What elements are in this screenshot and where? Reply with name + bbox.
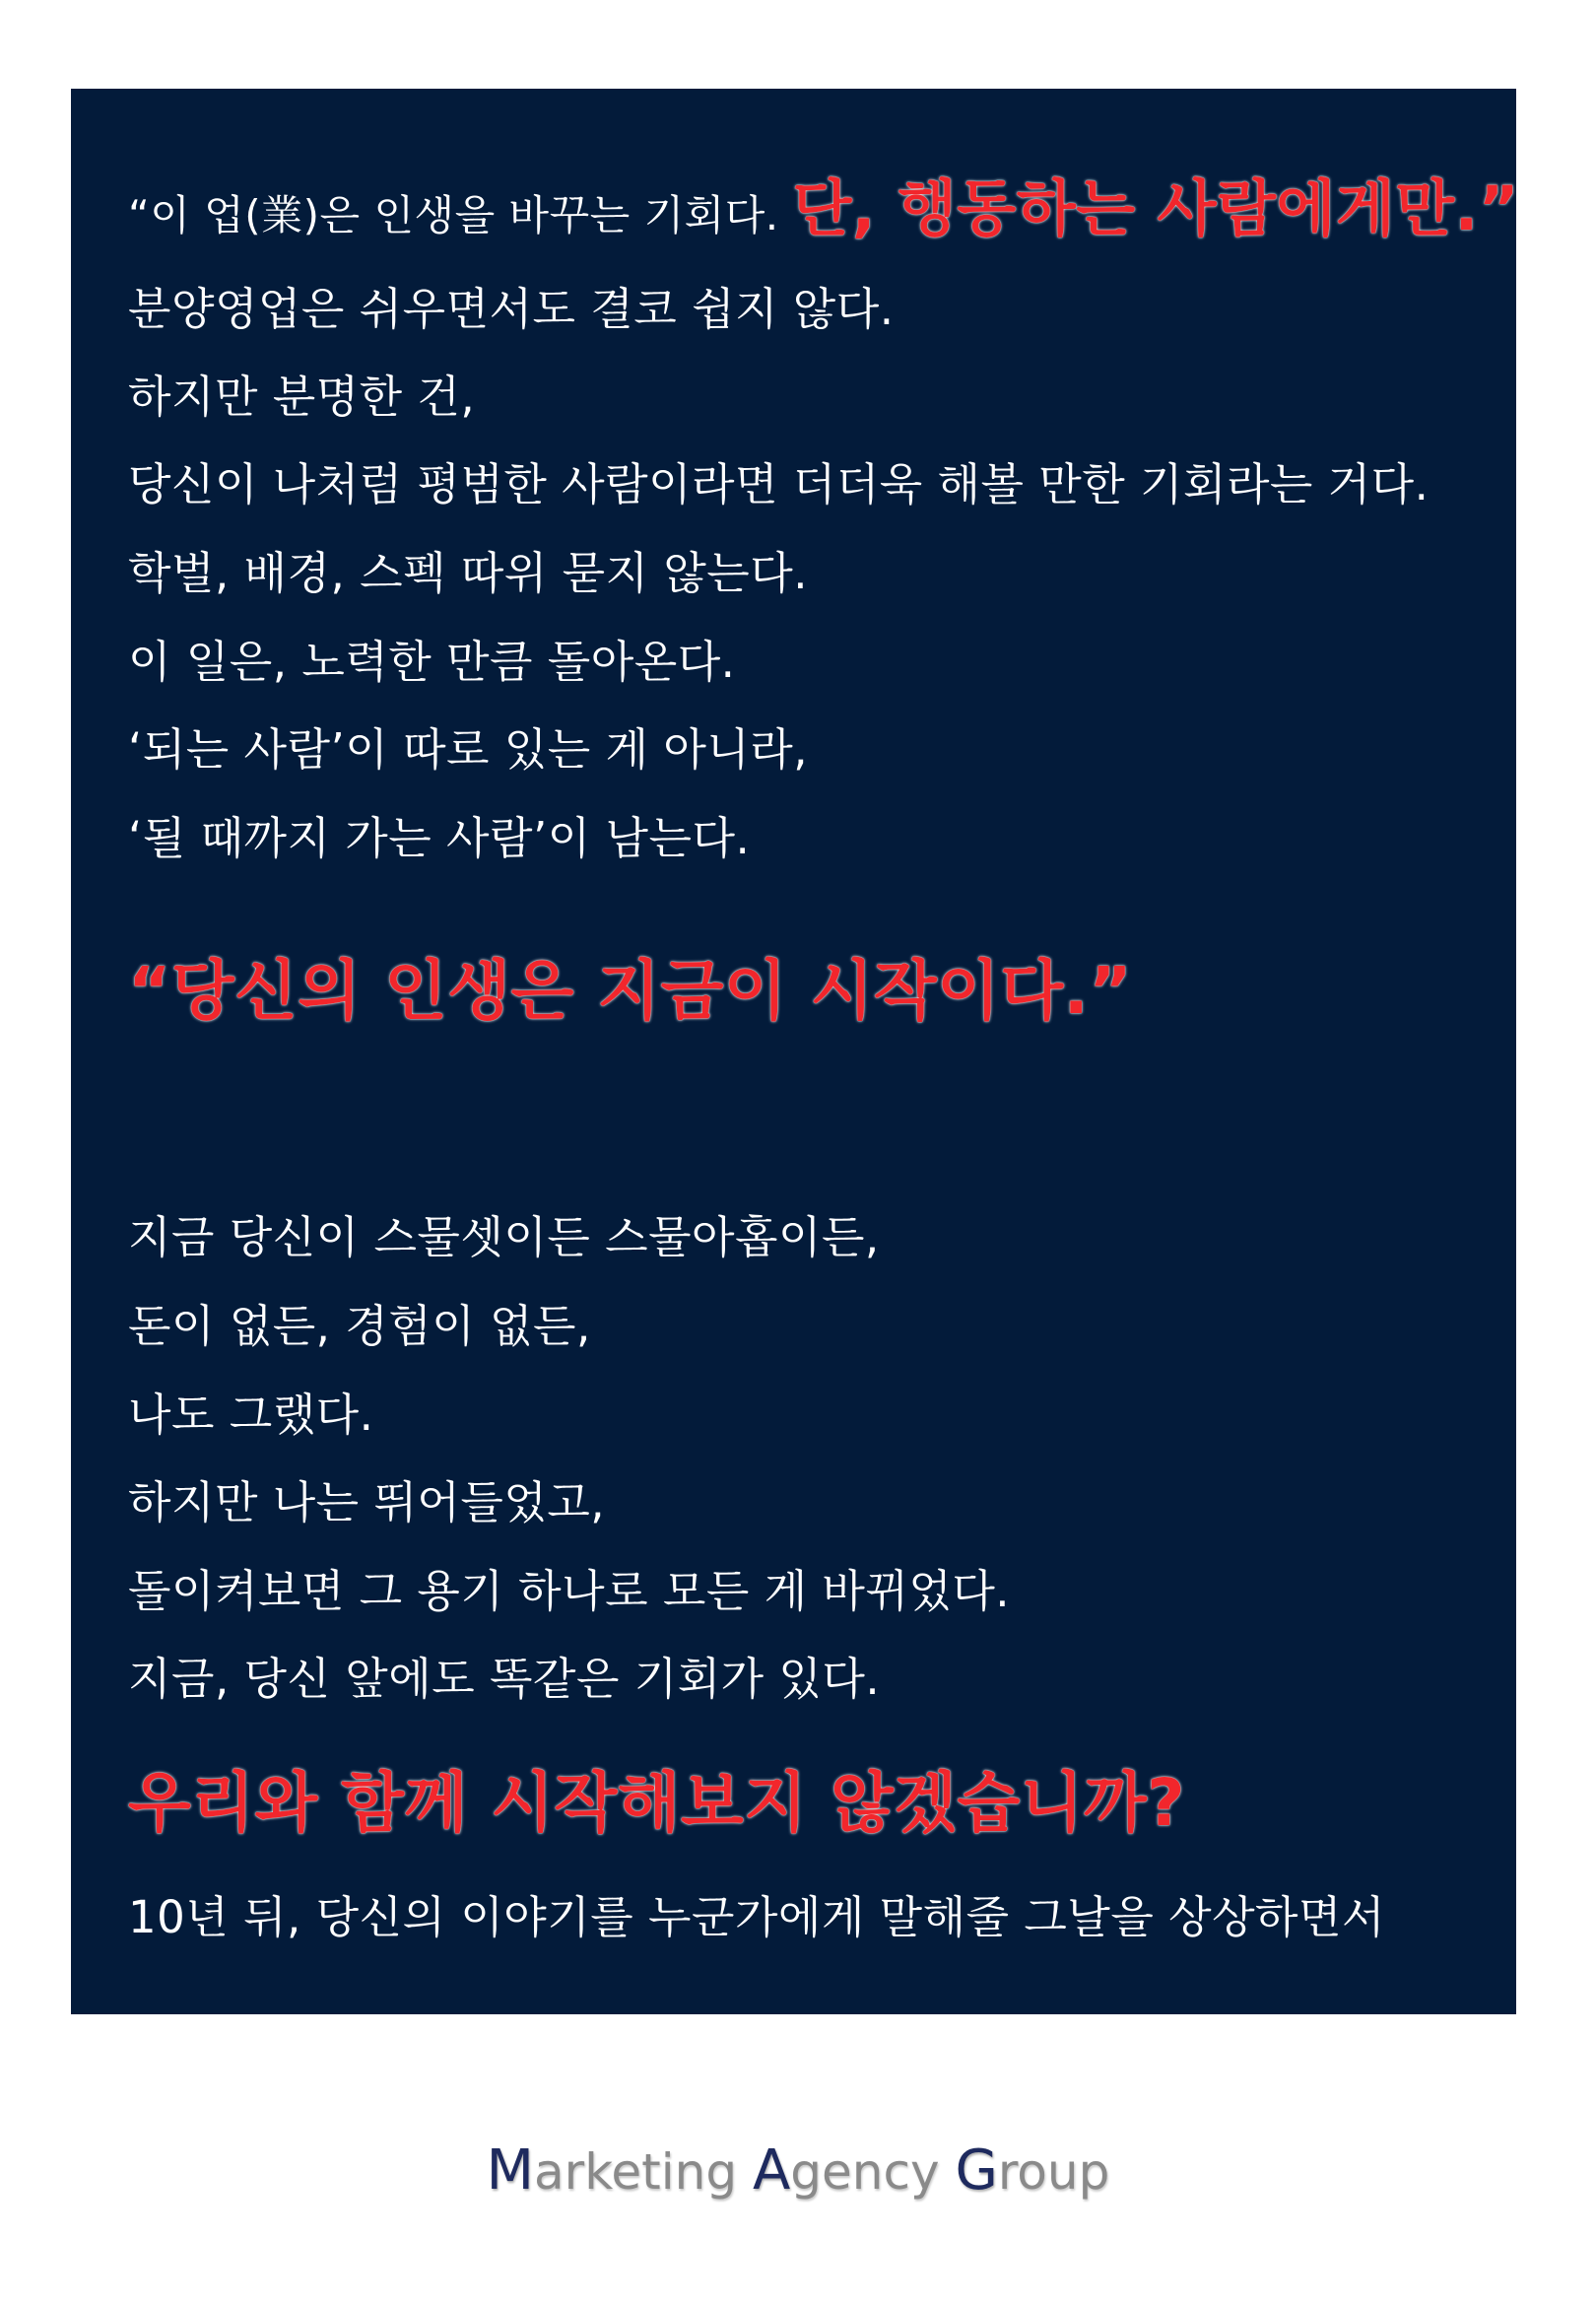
headline-invitation: 우리와 함께 시작해보지 않겠습니까?: [128, 1765, 1186, 1841]
closing-line: 10년 뒤, 당신의 이야기를 누군가에게 말해줄 그날을 상상하면서: [128, 1891, 1385, 1943]
intro-quote: [128, 172, 1519, 245]
paragraph2-line: 하지만 나는 뛰어들었고,: [128, 1476, 606, 1528]
company-logo-text: Marketing Agency Group: [486, 2138, 1110, 2203]
paragraph1-line: 학벌, 배경, 스펙 따위 묻지 않는다.: [128, 547, 809, 599]
paragraph2-line: 돈이 없든, 경험이 없든,: [128, 1300, 591, 1352]
paragraph1-line: 분양영업은 쉬우면서도 결코 쉽지 않다.: [128, 283, 895, 335]
paragraph1-line: 당신이 나처럼 평범한 사람이라면 더더욱 해볼 만한 기회라는 거다.: [128, 458, 1430, 510]
paragraph1-line: 이 일은, 노력한 만큼 돌아온다.: [128, 636, 736, 688]
paragraph2-line: 돌이켜보면 그 용기 하나로 모든 게 바뀌었다.: [128, 1565, 1011, 1617]
paragraph2-line: 나도 그랬다.: [128, 1389, 374, 1441]
paragraph2-line: 지금 당신이 스물셋이든 스물아홉이든,: [128, 1211, 880, 1263]
intro-quote-white: “이 업(業)은 인생을 바꾸는 기회다.: [128, 191, 793, 239]
paragraph2-line: 지금, 당신 앞에도 똑같은 기회가 있다.: [128, 1653, 881, 1705]
paragraph1-line: 하지만 분명한 건,: [128, 371, 476, 423]
paragraph1-line: ‘될 때까지 가는 사람’이 남는다.: [128, 812, 751, 864]
intro-quote-red: 단, 행동하는 사람에게만.”: [792, 172, 1519, 244]
headline-start: “당신의 인생은 지금이 시작이다.”: [128, 953, 1133, 1029]
paragraph1-line: ‘되는 사람’이 따로 있는 게 아니라,: [128, 723, 809, 776]
message-panel: [71, 89, 1519, 2014]
